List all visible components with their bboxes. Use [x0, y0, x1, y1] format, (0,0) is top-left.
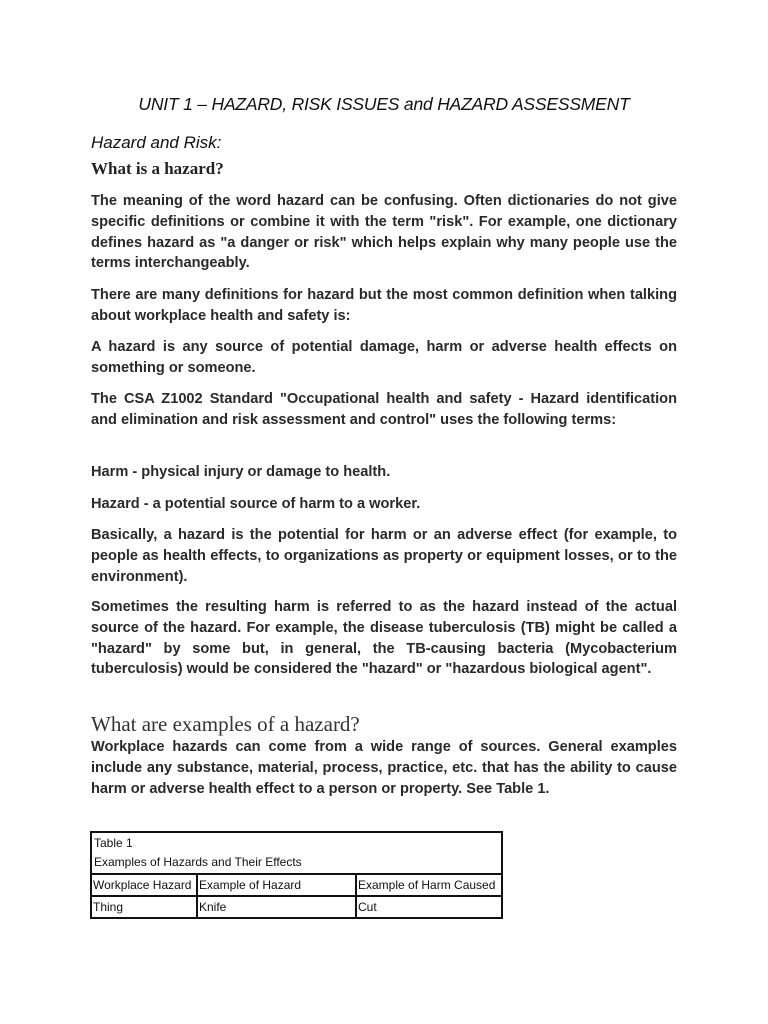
table-cell: Knife: [198, 897, 357, 917]
table-cell: Thing: [92, 897, 198, 917]
paragraph-hazard-term: Hazard - a potential source of harm to a worker.: [91, 496, 421, 512]
paragraph-meaning: The meaning of the word hazard can be confusing. Often dictionaries do not give specific definitions or combine it with the term "risk". For example, one dictionary defines hazard as "a danger or risk" which helps explain why many people use the terms interchangeably.: [91, 193, 677, 272]
paragraph-harm-term: Harm - physical injury or damage to health.: [91, 464, 391, 480]
table-header-cell: Example of Hazard: [198, 875, 357, 895]
table-row: [92, 895, 501, 917]
table-header-row: [92, 873, 501, 895]
paragraph-workplace-hazards: Workplace hazards can come from a wide range of sources. General examples include any substance, material, process, practice, etc. that has the ability to cause harm or adverse health effect to a person or property. See Table 1.: [91, 739, 677, 797]
paragraph-basically: Basically, a hazard is the potential for harm or an adverse effect (for example, to people as health effects, to organizations as property or equipment losses, or to the environment).: [91, 527, 677, 585]
table-header-cell: Workplace Hazard: [92, 875, 198, 895]
section-heading: Hazard and Risk:: [91, 133, 222, 152]
question-heading-what-is-hazard: What is a hazard?: [91, 159, 224, 178]
paragraph-definitions: There are many definitions for hazard but the most common definition when talking about workplace health and safety is:: [91, 287, 677, 324]
table-header-cell: Example of Harm Caused: [358, 878, 496, 892]
table-caption-title: Examples of Hazards and Their Effects: [94, 855, 302, 869]
hazard-examples-table: [90, 831, 503, 919]
unit-title: UNIT 1 – HAZARD, RISK ISSUES and HAZARD ASSESSMENT: [138, 94, 630, 114]
question-heading-examples: What are examples of a hazard?: [91, 712, 360, 736]
paragraph-csa-standard: The CSA Z1002 Standard "Occupational health and safety - Hazard identification and elimination and risk assessment and control" uses the following terms:: [91, 391, 677, 428]
table-caption-number: Table 1: [94, 836, 133, 850]
paragraph-tuberculosis: Sometimes the resulting harm is referred to as the hazard instead of the actual source of the hazard. For example, the disease tuberculosis (TB) might be called a "hazard" by some but, in general, the TB-causing bacteria (Mycobacterium tuberculosis) would be considered the "hazard" or "hazardous biological agent".: [91, 599, 677, 678]
paragraph-hazard-definition: A hazard is any source of potential damage, harm or adverse health effects on something or someone.: [91, 339, 677, 376]
table-cell: Cut: [358, 900, 377, 914]
